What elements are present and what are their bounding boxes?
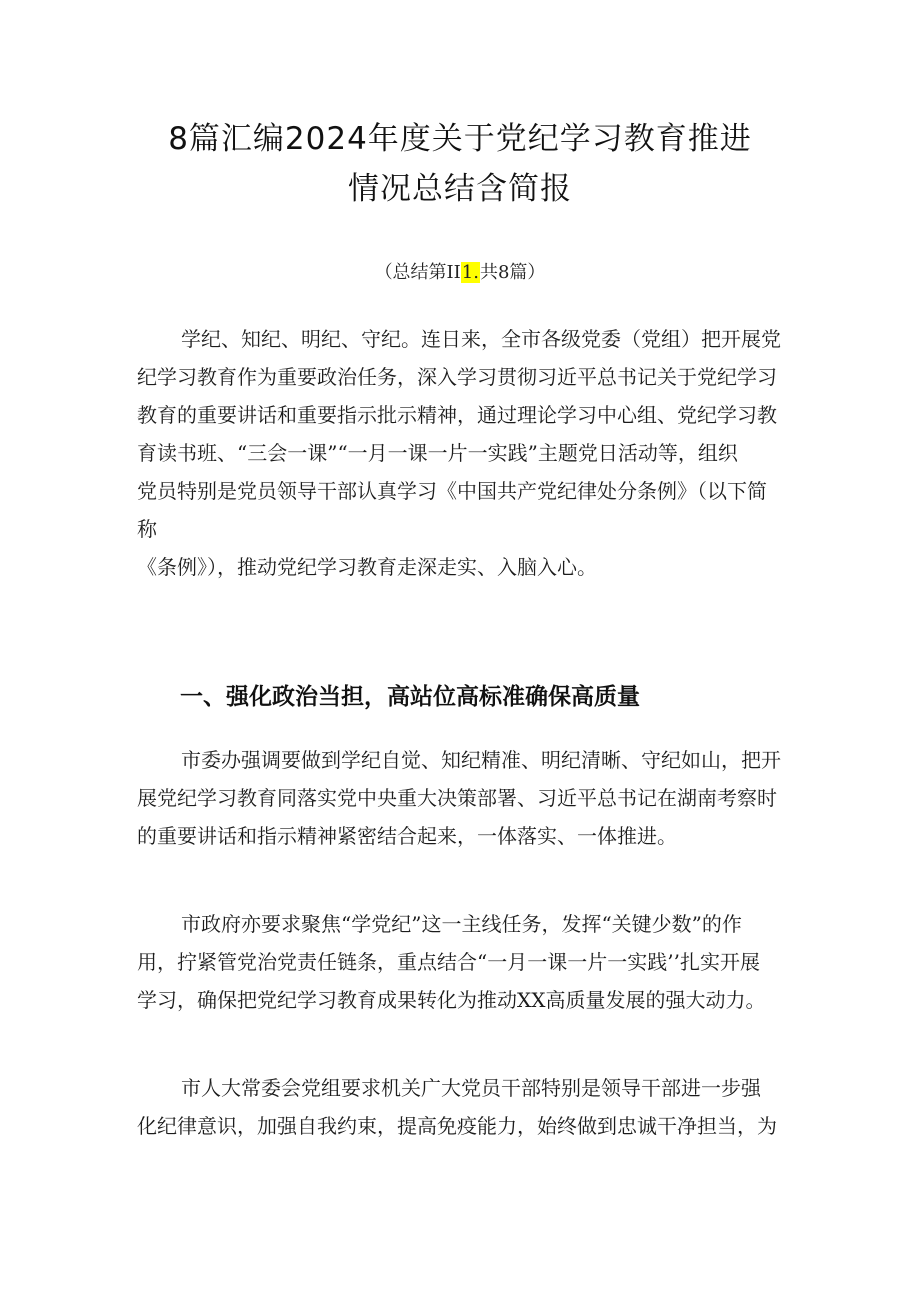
document-title-line-1: 8篇汇编2024年度关于党纪学习教育推进 — [168, 121, 752, 157]
paragraph-line: 市委办强调要做到学纪自觉、知纪精准、明纪清晰、守纪如山，把开 — [181, 748, 781, 772]
paragraph-line: 的重要讲话和指示精神紧密结合起来，一体落实、一体推进。 — [137, 824, 677, 848]
paragraph-line: 化纪律意识，加强自我约束，提高免疫能力，始终做到忠诚干净担当，为 — [137, 1114, 777, 1138]
paragraph-line: 用，拧紧管党治党责任链条，重点结合“一月一课一片一实践’’扎实开展 — [137, 950, 760, 974]
intro-line: 党员特别是党员领导干部认真学习《中国共产党纪律处分条例》（以下简 — [137, 479, 767, 503]
intro-line: 称 — [137, 517, 157, 541]
section-heading-1: 一、强化政治当担，高站位高标准确保高质量 — [180, 684, 640, 710]
document-subtitle — [0, 258, 920, 284]
paragraph-1 — [137, 741, 789, 855]
paragraph-line: 市人大常委会党组要求机关广大党员干部特别是领导干部进一步强 — [181, 1076, 761, 1100]
paragraph-2 — [137, 905, 789, 1019]
intro-line: 育读书班、“三会一课”“一月一课一片一实践”主题党日活动等，组织 — [137, 441, 738, 465]
document-title-line-2: 情况总结含简报 — [348, 171, 572, 207]
intro-line: 《条例》），推动党纪学习教育走深走实、入脑入心。 — [137, 555, 597, 579]
paragraph-line: 市政府亦要求聚焦“学党纪”这一主线任务，发挥“关键少数”的作 — [181, 912, 742, 936]
intro-line: 学纪、知纪、明纪、守纪。连日来，全市各级党委（党组）把开展党 — [181, 327, 781, 351]
subtitle-prefix: （总结第II — [374, 262, 461, 283]
subtitle-highlight: 1. — [461, 262, 479, 283]
intro-paragraph — [137, 320, 789, 586]
subtitle-suffix: 共8篇） — [479, 262, 546, 283]
paragraph-line: 展党纪学习教育同落实党中央重大决策部署、习近平总书记在湖南考察时 — [137, 786, 777, 810]
paragraph-line: 学习，确保把党纪学习教育成果转化为推动XX高质量发展的强大动力。 — [137, 988, 766, 1012]
intro-line: 教育的重要讲话和重要指示批示精神，通过理论学习中心组、党纪学习教 — [137, 403, 777, 427]
intro-line: 纪学习教育作为重要政治任务，深入学习贯彻习近平总书记关于党纪学习 — [137, 365, 777, 389]
paragraph-3 — [137, 1069, 789, 1145]
